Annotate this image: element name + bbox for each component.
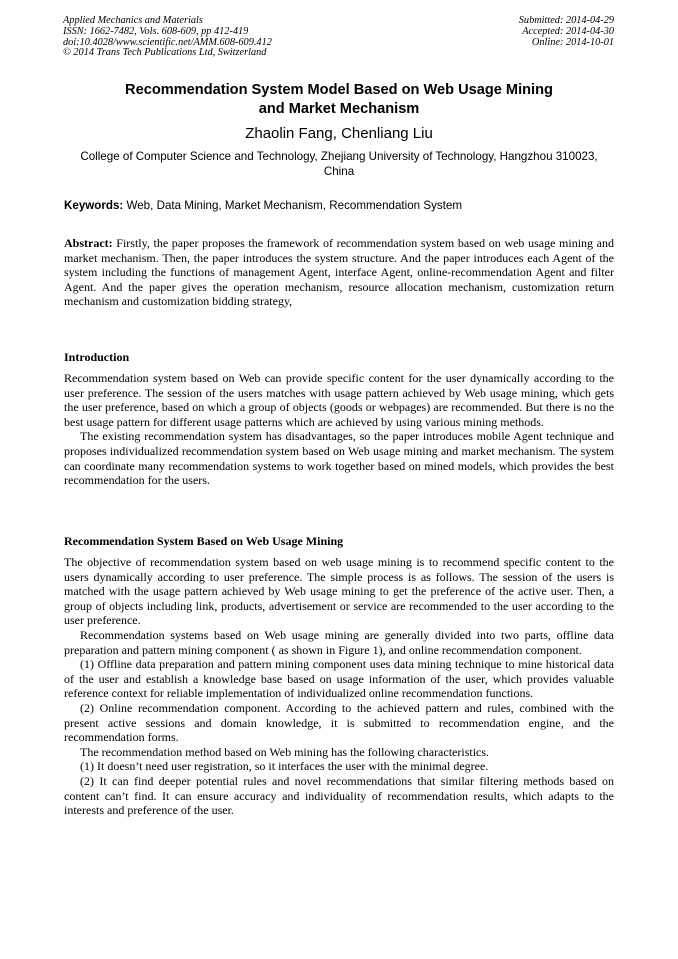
paragraph: (2) Online recommendation component. According to the achieved pattern and rules, combined with the present active sessions and domain knowledge, it is submitted to recommendation engine, and the recommendation forms. (64, 700, 614, 745)
affiliation: College of Computer Science and Technology, Zhejiang University of Technology, Hangzhou 310023, China (80, 150, 598, 178)
copyright-line: © 2014 Trans Tech Publications Ltd, Switzerland (63, 47, 267, 59)
keywords-text: Web, Data Mining, Market Mechanism, Recommendation System (123, 199, 462, 212)
paragraph: (1) Offline data preparation and pattern mining component uses data mining technique to mine historical data of the user and establish a knowledge base based on usage information of the user, which provides valuable reference context for reliable implementation of individualized online recommendation functions. (64, 657, 614, 701)
paragraph: Recommendation systems based on Web usage mining are generally divided into two parts, offline data preparation and pattern mining component ( as shown in Figure 1), and online recommendation component. (64, 627, 614, 657)
online-date: Online: 2014-10-01 (531, 36, 614, 48)
journal-header-right (519, 16, 614, 48)
abstract-text: Firstly, the paper proposes the framework of recommendation system based on web usage mining and market mechanism. Then, the paper introduces the system structure. And the paper introduces each Agent of the system including the functions of management Agent, interface Agent, online-recommendation Agent and filter Agent. And the paper gives the operation mechanism, resource allocation mechanism, customization return mechanism and customization bidding strategy, (64, 236, 614, 309)
paragraph: The recommendation method based on Web mining has the following characteristics. (80, 744, 490, 759)
introduction-body (64, 371, 614, 488)
submitted-date: Submitted: 2014-04-29 (518, 15, 614, 26)
keywords-label: Keywords: (64, 199, 124, 212)
accepted-date: Accepted: 2014-04-30 (522, 25, 614, 37)
title-line-1: Recommendation System Model Based on Web Usage Mining (125, 82, 553, 98)
paper-title (40, 81, 638, 119)
title-line-2: and Market Mechanism (258, 101, 420, 117)
journal-name: Applied Mechanics and Materials (63, 15, 203, 26)
abstract (64, 236, 614, 309)
keywords (64, 199, 462, 213)
introduction-heading: Introduction (64, 350, 130, 364)
section2-heading: Recommendation System Based on Web Usage Mining (64, 534, 344, 548)
journal-header-left (63, 16, 272, 59)
paragraph: Recommendation system based on Web can provide specific content for the user dynamically according to the user preference. The session of the users matches with usage pattern achieved by Web usage mining, which gets the user preference, based on which a group of objects (goods or webpages) are recommended. But there is no the best usage pattern for different usage patterns which are achieved by using various mining methods. (64, 371, 614, 429)
abstract-label: Abstract: (64, 236, 113, 250)
authors: Zhaolin Fang, Chenliang Liu (245, 125, 433, 142)
paragraph: The objective of recommendation system based on web usage mining is to recommend specific content to the users dynamically according to user preference. The simple process is as follows. The session of the users is matched with the usage pattern achieved by Web usage mining to get the preference of the active user. Then, a group of objects including link, products, advertisement or service are recommended to the user according to the user preference. (64, 555, 614, 628)
paragraph: (2) It can find deeper potential rules and novel recommendations that similar filtering methods based on content can’t find. It can ensure accuracy and individuality of recommendation results, which adapts to the interests and preference of the user. (64, 773, 614, 818)
paragraph: The existing recommendation system has disadvantages, so the paper introduces mobile Agent technique and proposes individualized recommendation system based on Web usage mining and market mechanism. The system can coordinate many recommendation systems to work together based on mined models, which provides the best recommendation for the users. (64, 429, 614, 488)
section2-body (64, 555, 614, 818)
paragraph: (1) It doesn’t need user registration, so it interfaces the user with the minimal degree. (80, 759, 489, 774)
doi-line: doi:10.4028/www.scientific.net/AMM.608-609.412 (63, 36, 272, 48)
issn-line: ISSN: 1662-7482, Vols. 608-609, pp 412-419 (63, 25, 249, 37)
